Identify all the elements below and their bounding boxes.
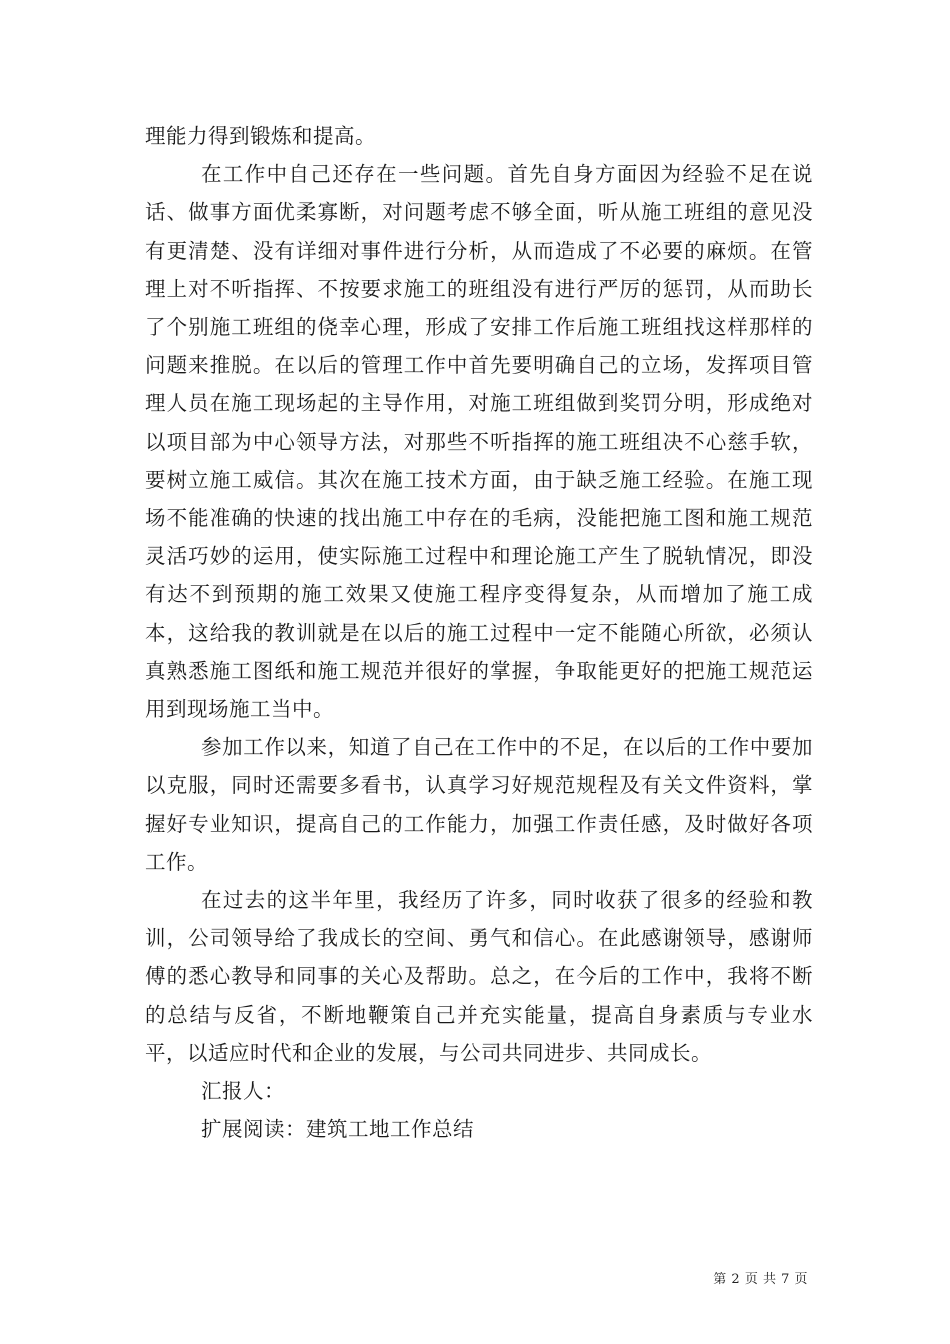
reporter-line: 汇报人： — [201, 1079, 285, 1104]
paragraph-conclusion: 在过去的这半年里，我经历了许多，同时收获了很多的经验和教训，公司领导给了我成长的空间、勇气和信心。在此感谢领导，感谢师傅的悉心教导和同事的关心及帮助。总之，在今后的工作中，我将不断的总结与反省，不断地鞭策自己并充实能量，提高自身素质与专业水平，以适应时代和企业的发展，与公司共同进步、共同成长。 — [145, 888, 813, 1065]
paragraph-improvement: 参加工作以来，知道了自己在工作中的不足，在以后的工作中要加以克服，同时还需要多看书，认真学习好规范规程及有关文件资料，掌握好专业知识，提高自己的工作能力，加强工作责任感，及时做好各项工作。 — [145, 735, 813, 874]
paragraph-continuation: 理能力得到锻炼和提高。 — [145, 124, 376, 148]
paragraph-problems: 在工作中自己还存在一些问题。首先自身方面因为经验不足在说话、做事方面优柔寡断，对问题考虑不够全面，听从施工班组的意见没有更清楚、没有详细对事件进行分析，从而造成了不必要的麻烦。在管理上对不听指挥、不按要求施工的班组没有进行严厉的惩罚，从而助长了个别施工班组的侥幸心理，形成了安排工作后施工班组找这样那样的问题来推脱。在以后的管理工作中首先要明确自己的立场，发挥项目管理人员在施工现场起的主导作用，对施工班组做到奖罚分明，形成绝对以项目部为中心领导方法，对那些不听指挥的施工班组决不心慈手软，要树立施工威信。其次在施工技术方面，由于缺乏施工经验。在施工现场不能准确的快速的找出施工中存在的毛病，没能把施工图和施工规范灵活巧妙的运用，使实际施工过程中和理论施工产生了脱轨情况，即没有达不到预期的施工效果又使施工程序变得复杂，从而增加了施工成本，这给我的教训就是在以后的施工过程中一定不能随心所欲，必须认真熟悉施工图纸和施工规范并很好的掌握，争取能更好的把施工规范运用到现场施工当中。 — [145, 162, 813, 722]
extended-reading-line: 扩展阅读：建筑工地工作总结 — [201, 1117, 474, 1142]
document-body — [145, 117, 813, 1148]
page-number-footer: 第 2 页 共 7 页 — [713, 1272, 808, 1287]
